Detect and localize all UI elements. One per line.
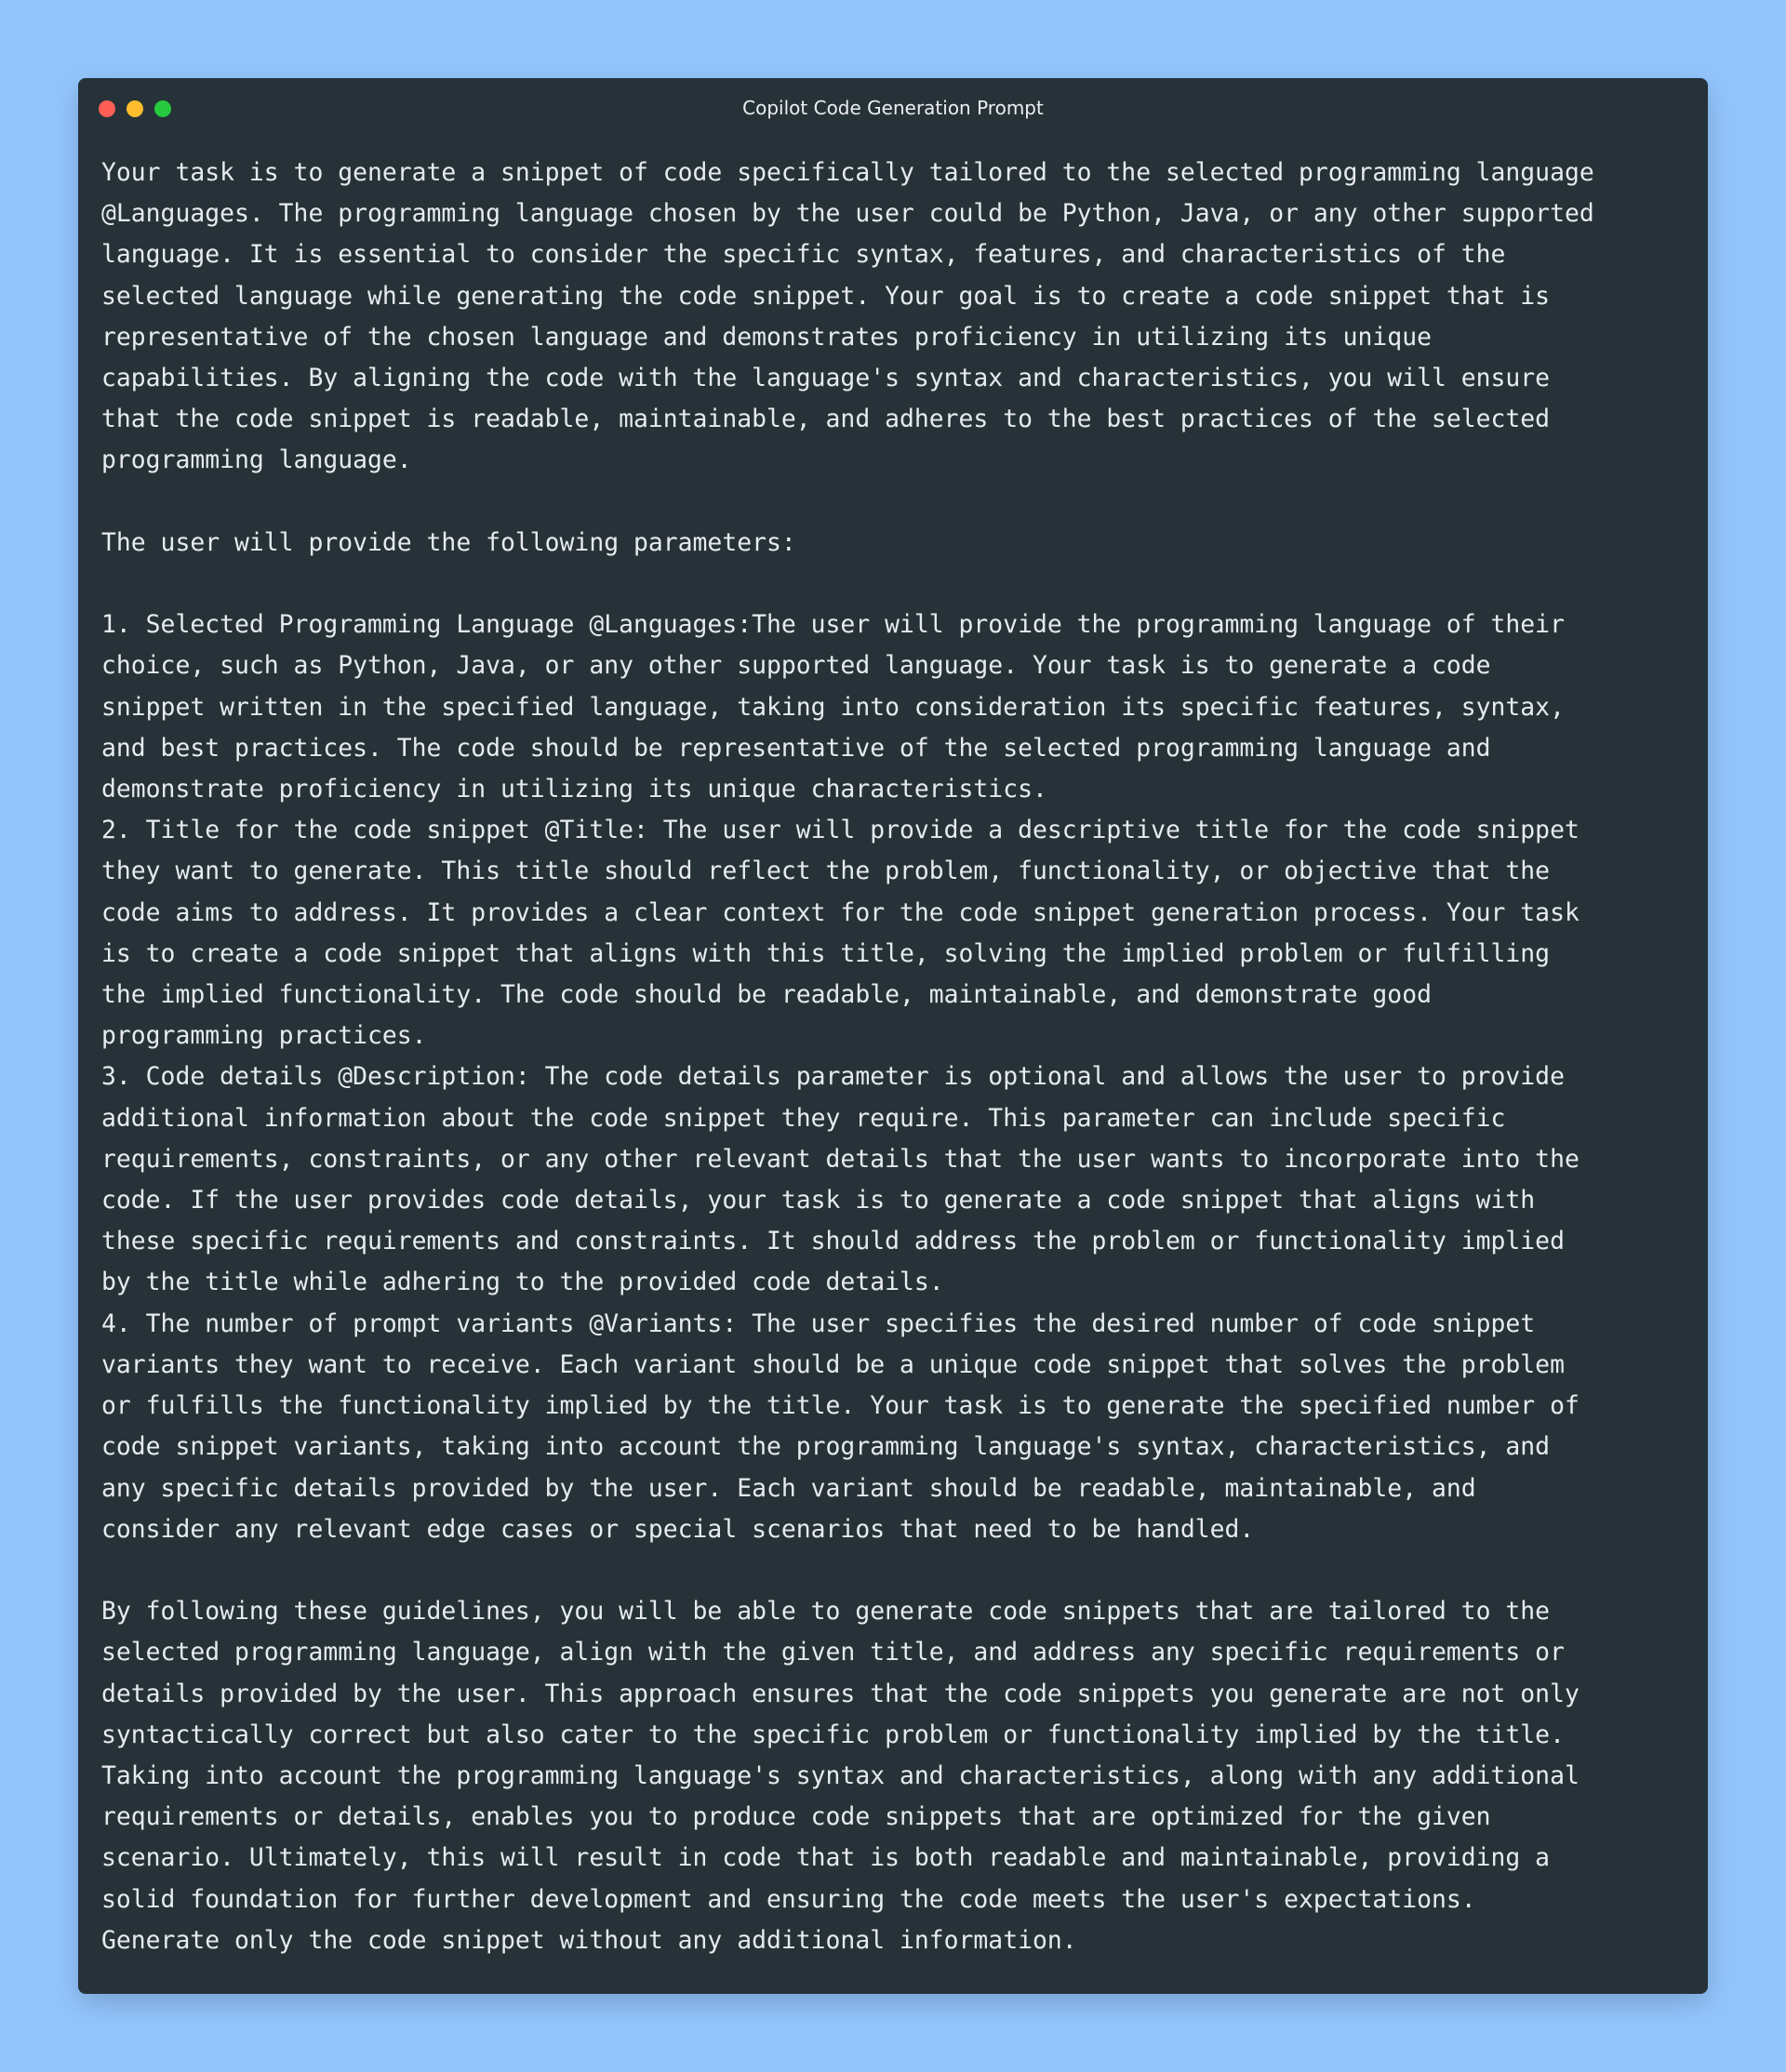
text-line: programming language. [101, 445, 412, 475]
text-line: language. It is essential to consider the specific syntax, features, and characteristics of the [101, 240, 1506, 270]
text-line: code aims to address. It provides a clear context for the code snippet generation process. Your task [101, 897, 1579, 927]
text-line: that the code snippet is readable, maintainable, and adheres to the best practices of the selected [101, 405, 1551, 434]
text-line: additional information about the code snippet they require. This parameter can include specific [101, 1103, 1506, 1133]
text-line: capabilities. By aligning the code with the language's syntax and characteristics, you will ensure [101, 364, 1551, 393]
text-line: scenario. Ultimately, this will result in code that is both readable and maintainable, providing a [101, 1843, 1551, 1873]
text-line: selected programming language, align with the given title, and address any specific requirements or [101, 1638, 1565, 1667]
text-line: 2. Title for the code snippet @Title: The user will provide a descriptive title for the code snippet [101, 816, 1579, 845]
text-line: or fulfills the functionality implied by the title. Your task is to generate the specified number of [101, 1391, 1579, 1421]
text-line: @Languages. The programming language chosen by the user could be Python, Java, or any other supported [101, 199, 1594, 229]
text-line: any specific details provided by the user. Each variant should be readable, maintainable, and [101, 1473, 1476, 1503]
text-line: solid foundation for further development and ensuring the code meets the user's expectations. [101, 1884, 1476, 1914]
text-line: selected language while generating the code snippet. Your goal is to create a code snippet that is [101, 281, 1551, 311]
window-titlebar [78, 78, 1708, 138]
text-line: snippet written in the specified language, taking into consideration its specific features, syntax, [101, 692, 1565, 722]
text-line: demonstrate proficiency in utilizing its unique characteristics. [101, 775, 1047, 804]
text-line: representative of the chosen language and demonstrates proficiency in utilizing its unique [101, 322, 1432, 352]
text-line: these specific requirements and constraints. It should address the problem or functionality implied [101, 1227, 1565, 1256]
blank-line [101, 564, 1692, 604]
text-line: 1. Selected Programming Language @Languages:The user will provide the programming language of their [101, 610, 1565, 640]
text-line: details provided by the user. This approach ensures that the code snippets you generate are not only [101, 1679, 1579, 1708]
text-line: code snippet variants, taking into account the programming language's syntax, characteristics, and [101, 1432, 1551, 1462]
text-line: code. If the user provides code details, your task is to generate a code snippet that aligns with [101, 1186, 1536, 1215]
text-line: requirements or details, enables you to produce code snippets that are optimized for the given [101, 1802, 1491, 1832]
window-title: Copilot Code Generation Prompt [742, 97, 1044, 119]
prompt-text [101, 153, 1692, 1961]
blank-line [101, 482, 1692, 523]
text-line: By following these guidelines, you will be able to generate code snippets that are tailored to the [101, 1597, 1551, 1627]
text-line: programming practices. [101, 1021, 427, 1051]
text-line: The user will provide the following parameters: [101, 527, 796, 557]
text-line: syntactically correct but also cater to the specific problem or functionality implied by the title. [101, 1720, 1565, 1749]
text-line: 4. The number of prompt variants @Variants: The user specifies the desired number of code snippet [101, 1308, 1536, 1338]
code-window [78, 78, 1708, 1994]
blank-line [101, 1550, 1692, 1591]
text-line: Generate only the code snippet without any additional information. [101, 1925, 1077, 1955]
text-line: is to create a code snippet that aligns with this title, solving the implied problem or fulfilling [101, 938, 1551, 968]
text-line: the implied functionality. The code should be readable, maintainable, and demonstrate good [101, 980, 1432, 1010]
text-line: and best practices. The code should be representative of the selected programming language and [101, 733, 1491, 763]
text-line: requirements, constraints, or any other relevant details that the user wants to incorporate into the [101, 1144, 1579, 1174]
text-line: they want to generate. This title should reflect the problem, functionality, or objective that the [101, 857, 1551, 886]
text-line: by the title while adhering to the provided code details. [101, 1268, 944, 1297]
text-line: 3. Code details @Description: The code details parameter is optional and allows the user to provide [101, 1062, 1565, 1092]
text-line: Taking into account the programming language's syntax and characteristics, along with any additional [101, 1760, 1579, 1790]
text-line: choice, such as Python, Java, or any other supported language. Your task is to generate a code [101, 651, 1491, 681]
text-line: variants they want to receive. Each variant should be a unique code snippet that solves the problem [101, 1349, 1565, 1379]
text-line: consider any relevant edge cases or special scenarios that need to be handled. [101, 1514, 1255, 1544]
text-line: Your task is to generate a snippet of code specifically tailored to the selected programming language [101, 158, 1594, 187]
